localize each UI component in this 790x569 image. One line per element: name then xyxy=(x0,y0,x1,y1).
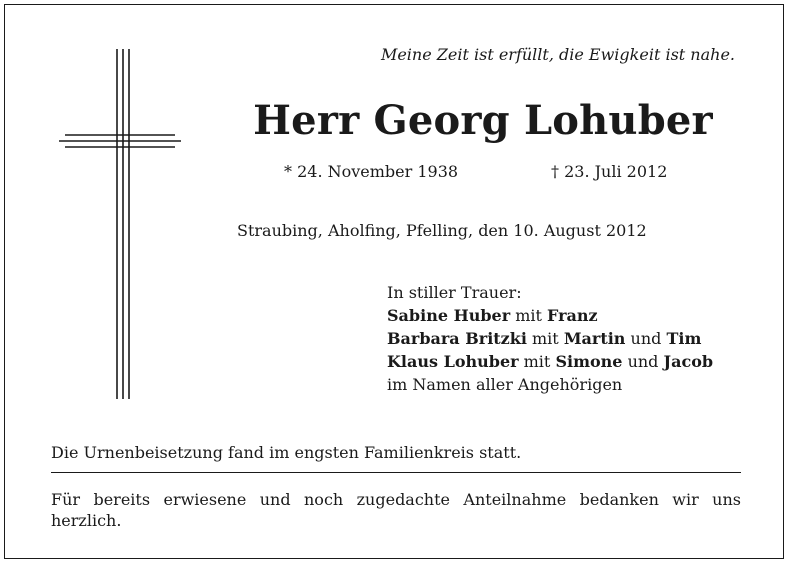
connector: mit xyxy=(510,306,548,325)
motto: Meine Zeit ist erfüllt, die Ewigkeit ist nahe. xyxy=(380,45,735,64)
mourner-line xyxy=(387,350,713,373)
mourner-name: Barbara Britzki xyxy=(387,329,527,348)
deceased-name: Herr Georg Lohuber xyxy=(253,97,713,144)
mourner-name: Martin xyxy=(563,329,626,348)
thanks-note: Für bereits erwiesene und noch zugedachte Anteilnahme bedanken wir uns herzlich. xyxy=(51,490,741,530)
connector: und xyxy=(625,329,667,348)
mourners-block xyxy=(387,281,713,396)
mourner-line xyxy=(387,304,713,327)
mourner-name: Simone xyxy=(555,352,623,371)
mourner-name: Klaus Lohuber xyxy=(387,352,519,371)
obituary-notice xyxy=(4,4,784,559)
connector: mit xyxy=(526,329,564,348)
divider xyxy=(51,472,741,473)
urn-notice: Die Urnenbeisetzung fand im engsten Familienkreis statt. xyxy=(51,443,522,462)
mourner-name: Tim xyxy=(666,329,702,348)
mourner-name: Jacob xyxy=(663,352,714,371)
connector: und xyxy=(622,352,664,371)
birth-date: * 24. November 1938 xyxy=(284,162,459,181)
place-date: Straubing, Aholfing, Pfelling, den 10. August 2012 xyxy=(237,221,647,240)
mourner-name: Franz xyxy=(547,306,598,325)
mourner-name: Sabine Huber xyxy=(387,306,511,325)
mourning-closing: im Namen aller Angehörigen xyxy=(387,375,623,394)
mourning-intro: In stiller Trauer: xyxy=(387,283,522,302)
cross-icon xyxy=(51,49,181,399)
death-date: † 23. Juli 2012 xyxy=(551,162,668,181)
connector: mit xyxy=(518,352,556,371)
mourner-line xyxy=(387,327,713,350)
